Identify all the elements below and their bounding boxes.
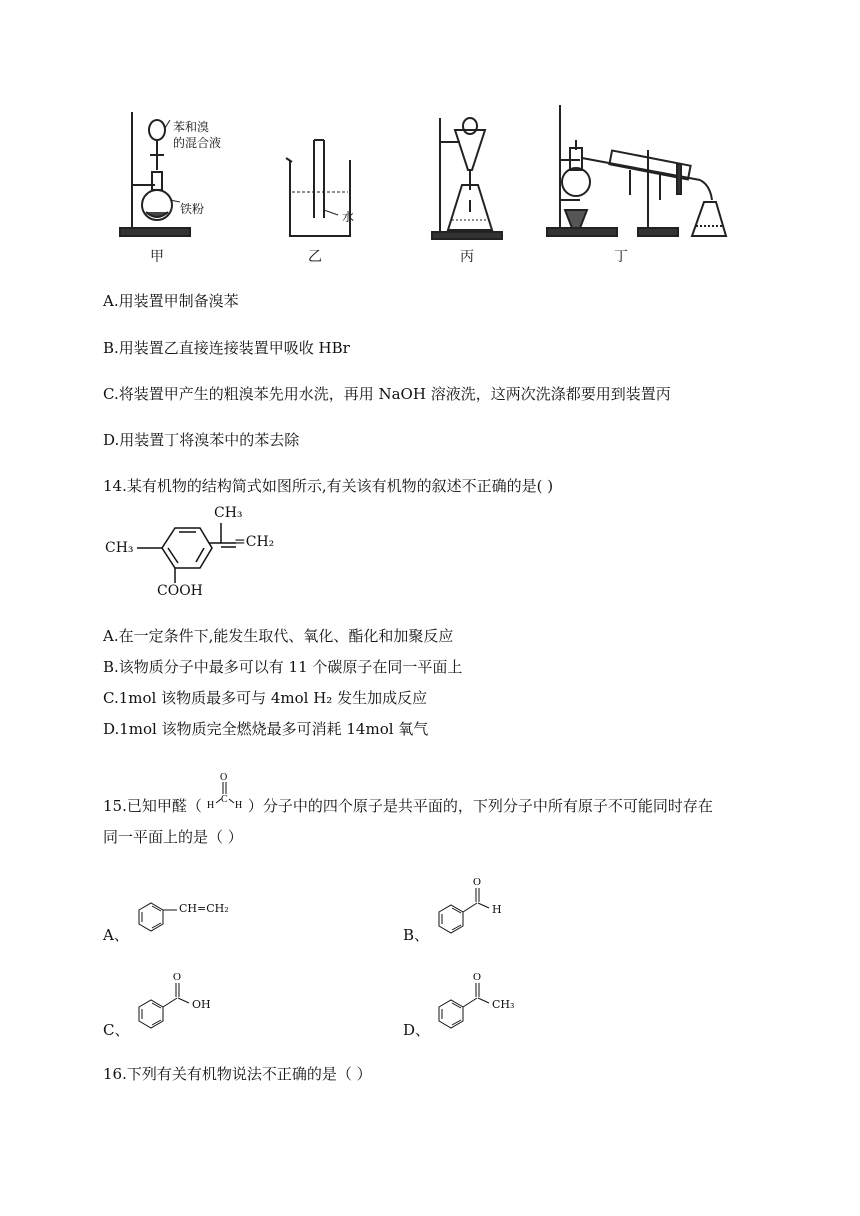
q16-stem: 16.下列有关有机物说法不正确的是（ ） — [103, 1065, 372, 1083]
caption-bing: 丙 — [460, 249, 474, 265]
q15-stem-part1: 15.已知甲醛（ — [103, 797, 202, 815]
label-water: 水 — [342, 210, 355, 224]
q14-option-b: B.该物质分子中最多可以有 11 个碳原子在同一平面上 — [103, 658, 463, 676]
q15-option-b-o: O — [473, 876, 481, 888]
formaldehyde-h-right: H — [234, 800, 243, 810]
q14-cooh: COOH — [157, 583, 203, 599]
q14-ch3-left: CH₃ — [105, 540, 134, 556]
label-mixture-2: 的混合液 — [173, 136, 222, 150]
label-mixture-1: 苯和溴 — [173, 120, 210, 134]
formaldehyde-h-left: H — [206, 800, 215, 810]
q15-option-d-o: O — [473, 971, 481, 983]
q15-option-d-group: CH₃ — [492, 998, 515, 1011]
q15-option-b — [403, 870, 553, 946]
formaldehyde-c: C — [220, 794, 228, 805]
q15-option-c-o: O — [173, 971, 181, 983]
q14-option-d: D.1mol 该物质完全燃烧最多可消耗 14mol 氧气 — [103, 720, 429, 738]
q13-option-b: B.用装置乙直接连接装置甲吸收 HBr — [103, 339, 350, 357]
q15-option-b-letter: B、 — [403, 926, 430, 944]
q15-option-a — [103, 890, 253, 946]
formaldehyde-bonds — [202, 770, 248, 810]
q15-option-a-letter: A、 — [103, 926, 129, 944]
q14-ch2: =CH₂ — [234, 534, 275, 550]
q15-option-b-group: H — [492, 903, 502, 916]
q15-option-a-group: CH=CH₂ — [179, 902, 229, 915]
q15-stem-part2: ）分子中的四个原子是共平面的，下列分子中所有原子不可能同时存在 — [247, 797, 713, 815]
formaldehyde-o: O — [219, 772, 228, 783]
caption-ding: 丁 — [614, 249, 628, 265]
q14-structure — [100, 503, 275, 603]
q14-ch3-top: CH₃ — [214, 505, 243, 521]
q15-option-c — [103, 965, 253, 1041]
formaldehyde-structure — [202, 772, 248, 816]
q13-option-d: D.用装置丁将溴苯中的苯去除 — [103, 431, 300, 449]
q14-option-c: C.1mol 该物质最多可与 4mol H₂ 发生加成反应 — [103, 689, 428, 707]
q15-option-b-structure — [431, 870, 521, 946]
q15-option-d-letter: D、 — [403, 1021, 431, 1039]
q15-option-c-group: OH — [192, 998, 211, 1011]
apparatus-figure — [110, 100, 740, 270]
label-iron-powder: 铁粉 — [180, 202, 205, 216]
q13-option-c: C.将装置甲产生的粗溴苯先用水洗，再用 NaOH 溶液洗，这两次洗涤都要用到装置丙 — [103, 385, 671, 403]
q14-option-a: A.在一定条件下,能发生取代、氧化、酯化和加聚反应 — [103, 627, 454, 645]
q15-stem-line2: 同一平面上的是（ ） — [103, 828, 243, 846]
q15-option-a-structure — [131, 890, 261, 940]
q15-option-d — [403, 965, 553, 1041]
q14-stem: 14.某有机物的结构简式如图所示,有关该有机物的叙述不正确的是( ) — [103, 477, 554, 495]
q15-stem-line1 — [103, 772, 713, 816]
caption-jia: 甲 — [150, 249, 164, 265]
caption-yi: 乙 — [308, 249, 322, 265]
q15-option-c-letter: C、 — [103, 1021, 130, 1039]
q13-option-a: A.用装置甲制备溴苯 — [103, 292, 239, 310]
